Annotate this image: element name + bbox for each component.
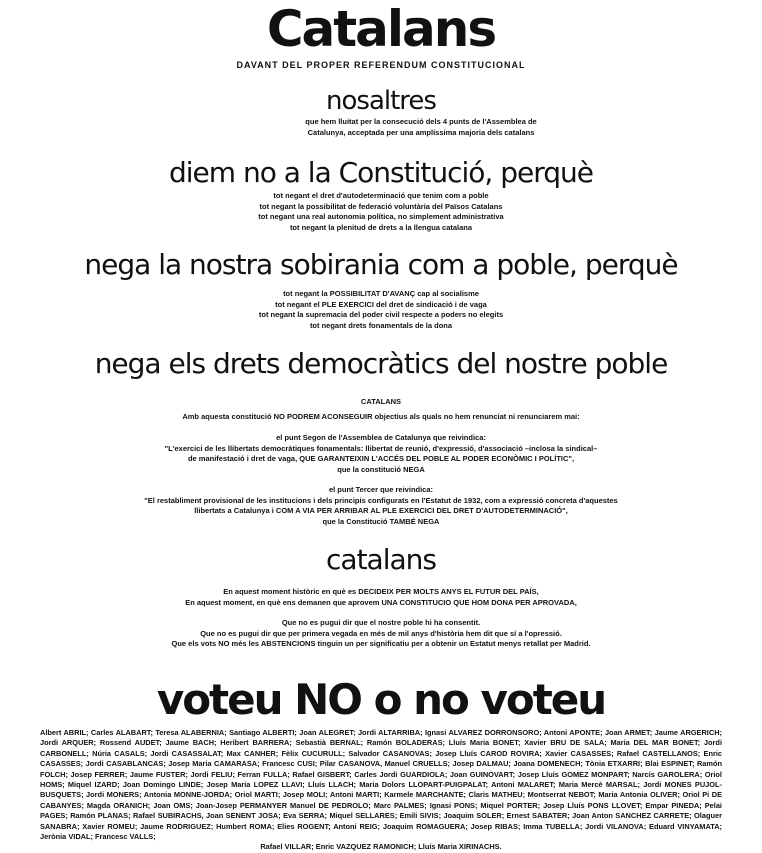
text-line: que hem lluitat per la consecució dels 4 punts de l'Assemblea de: [305, 117, 537, 126]
sobirania-text: [0, 289, 762, 331]
catalans-label: CATALANS: [360, 397, 402, 406]
poster-subtitle: DAVANT DEL PROPER REFERENDUM CONSTITUCIONAL: [236, 60, 526, 70]
drets-text: [0, 397, 762, 527]
text-line: "El restabliment provisional de les institucions i dels principis configurats en l'Estatut de 1932, com a expressió concreta d'aquestes: [144, 495, 618, 505]
text-line: tot negant la plenitud de drets a la llengua catalana: [289, 222, 473, 232]
text-line: llibertats a Catalunya i COM A VIA PER ARRIBAR AL PLE EXERCICI DEL DRET D'AUTODETERMINACIÓ",: [194, 506, 568, 515]
text-line: que la constitució NEGA: [337, 464, 425, 474]
text-line: Que no es pugui dir que el nostre poble hi ha consentit.: [281, 618, 481, 627]
text-line: tot negant la POSSIBILITAT D'AVANÇ cap al socialisme: [283, 289, 479, 298]
text-line: el punt Segon de l'Assemblea de Catalunya que reivindica:: [276, 433, 486, 442]
text-line: tot negant el PLE EXERCICI del dret de sindicació i de vaga: [275, 299, 487, 309]
text-line: tot negant una real autonomia política, no simplement administrativa: [258, 212, 504, 221]
text-line: "L'exercici de les llibertats democràtiques fonamentals: llibertat de reunió, d'expressió, d'associació –inclosa la sindical–: [164, 443, 598, 453]
text-line: tot negant el dret d'autodeterminació que tenim com a poble: [273, 191, 489, 200]
text-line: el punt Tercer que reivindica:: [328, 485, 434, 494]
diem-no-text: [0, 191, 762, 233]
slogan: voteu NO o no voteu: [156, 675, 606, 724]
text-line: En aquest moment històric en què es DECIDEIX PER MOLTS ANYS EL FUTUR DEL PAÍS,: [223, 587, 539, 596]
text-line: Catalunya, acceptada per una amplíssima majoria dels catalans: [307, 127, 535, 137]
catalans-text: [0, 587, 762, 650]
poster-title: Catalans: [266, 0, 496, 58]
text-line: Amb aquesta constitució NO PODREM ACONSEGUIR objectius als quals no hem renunciat ni renunciarem mai:: [182, 411, 580, 421]
text-line: Que els vots NO més les ABSTENCIONS tinguin un per significatiu per a obtenir un Estatut menys retallat per Madrid.: [171, 639, 591, 648]
text-line: tot negant la supremacia del poder civil respecte a poders no elegits: [258, 310, 504, 319]
heading-diem-no: diem no a la Constitució, perquè: [169, 156, 593, 189]
signatories-last-line: Rafael VILLAR; Enric VAZQUEZ RAMONICH; Lluís Maria XIRINACHS.: [260, 842, 502, 852]
text-line: Que no es pugui dir que per primera vegada en més de mil anys d'història hem dit que sí a l'opressió.: [200, 628, 562, 638]
text-line: que la Constitució TAMBÉ NEGA: [322, 516, 440, 526]
heading-nosaltres: nosaltres: [326, 86, 436, 116]
text-line: tot negant la possibilitat de federació voluntària del Països Catalans: [259, 201, 503, 211]
text-line: de manifestació i dret de vaga, QUE GARANTEIXIN L'ACCÉS DEL POBLE AL PODER ECONÒMIC I POLÍTIC",: [187, 454, 575, 463]
text-line: En aquest moment, en què ens demanen que aprovem UNA CONSTITUCIO QUE HOM DONA PER APROVADA,: [185, 597, 577, 607]
heading-sobirania: nega la nostra sobirania com a poble, perquè: [84, 248, 678, 281]
signatories-text: Albert ABRIL; Carles ALABART; Teresa ALABERNIA; Santiago ALBERTI; Joan ALEGRET; Jordi ALTARRIBA; Ignasi ALVAREZ DORRONSORO; Antoni APONTE; Joan ARMET; Jaume ARGERICH; Jordi ARQUER; Rossend AUDET; Jaume BACH; Heribert BARRERA; Sebastià BERNAL; Ramón BOLADERAS; Lluís Maria BONET; Xavier BRU DE SALA; Maria DEL MAR BONET; Jordi CARBONELL; Núria CASALS; Jordi CASASSALAT; Max CANHER; Fèlix CUCURULL; Salvador CASANOVAS; Josep Lluís CAROD ROVIRA; Xavier CASASSES; Rafael CASTELLANOS; Enric CASASSES; Jordi CASABLANCAS; Josep Maria CAMARASA; Francesc CUSI; Pilar CASANOVA, Manuel CRUELLS; Josep DALMAU; Joana DOMENECH; Tònia ETXARRI; Blai ESPINET; Ramón FOLCH; Josep FERRER; Jaume FUSTER; Jordi FELIU; Ferran FULLA; Rafael GISBERT; Carles Jordi GUARDIOLA; Joan GUINOVART; Josep Lluís GOMEZ MONPART; Narcís GAROLERA; Oriol HOMS; Miquel IZARD; Joan Domingo LINDE; Josep Maria LOPEZ LLAVI; Lluís LLACH; Maria Dolors LLOPART-PUIGPALAT; Antoni MALARET; Maria Mercè MARSAL; Jordi MONES PUJOL-BUSQUETS; Jordi MONERS; Antonia MONNE-JORDA; Oriol MARTI; Josep MOLI; Antoni MARTI; Karmele MARCHANTE; Claris MATHEU; Montserrat NEBOT; Maria Antonia OLIVER; Oriol Pi DE CABANYES; Magda ORANICH; Joan OMS; Joan-Josep PERMANYER Manuel DE PEDROLO; Marc PALMES; Ignasi PONS; Miquel PORTER; Josep Lluís PONS LLOVET; Empar PINEDA; Pelai PAGES; Ramón PLANAS; Rafael SUBIRACHS, Joan SENENT JOSA; Eva SERRA; Miquel SELLARES; Emili SIVIS; Joaquim SOLER; Ernest SABATER; Joan Anton SANCHEZ CARRETE; Olaguer SANABRA; Xavier ROMEU; Jaume RODRIGUEZ; Humbert ROMA; Elies ROGENT; Antoni REIG; Joaquim ROMAGUERA; Josep RIBAS; Imma TUBELLA; Jordi VILANOVA; Eduard VINYAMATA; Jerònia VIDAL; Francesc VALLS;: [40, 728, 722, 842]
signatories-list: [40, 728, 722, 853]
nosaltres-text: [40, 117, 762, 138]
heading-catalans: catalans: [326, 543, 436, 576]
text-line: tot negant drets fonamentals de la dona: [309, 320, 453, 330]
heading-drets: nega els drets democràtics del nostre poble: [94, 347, 668, 380]
